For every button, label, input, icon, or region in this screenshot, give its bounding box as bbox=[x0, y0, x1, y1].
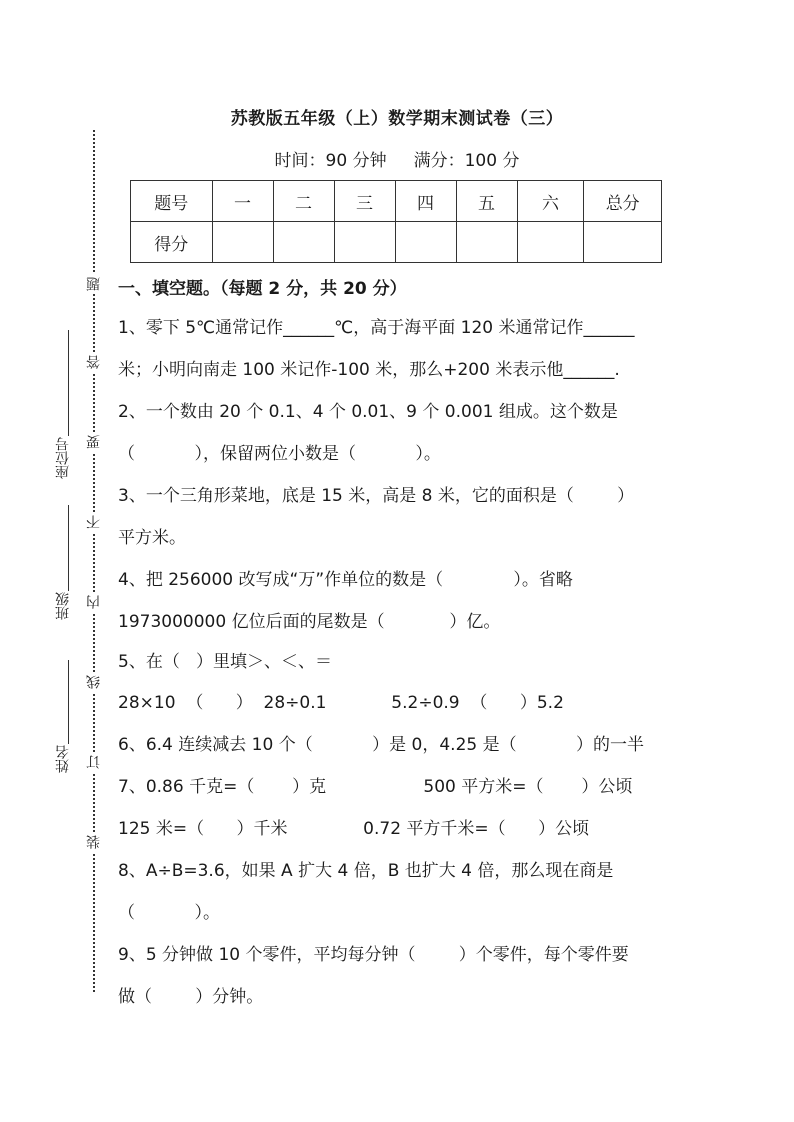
score-entry-cell[interactable] bbox=[273, 222, 334, 263]
table-cell: 得分 bbox=[131, 222, 213, 263]
table-cell: 一 bbox=[212, 181, 273, 222]
table-cell: 四 bbox=[395, 181, 456, 222]
binding-dotted-line bbox=[93, 130, 95, 992]
table-cell: 五 bbox=[456, 181, 517, 222]
table-cell: 六 bbox=[517, 181, 584, 222]
class-label: 班级 bbox=[55, 592, 71, 620]
seat-number-blank bbox=[68, 330, 69, 436]
seal-word-4: 不 bbox=[87, 512, 101, 532]
table-cell: 总分 bbox=[584, 181, 662, 222]
score-table-score-row bbox=[131, 222, 662, 263]
score-entry-cell[interactable] bbox=[584, 222, 662, 263]
question-line: 3、一个三角形菜地，底是 15 米，高是 8 米，它的面积是（ ） bbox=[118, 486, 635, 506]
question-line: 做（ ）分钟。 bbox=[118, 987, 264, 1007]
table-cell: 题号 bbox=[131, 181, 213, 222]
seal-word-7: 订 bbox=[87, 752, 101, 772]
exam-title: 苏教版五年级（上）数学期末测试卷（三） bbox=[230, 109, 564, 129]
question-line: 4、把 256000 改写成“万”作单位的数是（ ）。省略 bbox=[118, 570, 573, 590]
question-line: 7、0.86 千克=（ ）克 500 平方米=（ ）公顷 bbox=[118, 777, 633, 797]
seal-word-5: 内 bbox=[87, 592, 101, 612]
score-table bbox=[130, 180, 662, 263]
score-entry-cell[interactable] bbox=[395, 222, 456, 263]
question-line: 8、A÷B=3.6，如果 A 扩大 4 倍，B 也扩大 4 倍，那么现在商是 bbox=[118, 861, 614, 881]
question-line: 9、5 分钟做 10 个零件，平均每分钟（ ）个零件，每个零件要 bbox=[118, 945, 629, 965]
score-entry-cell[interactable] bbox=[517, 222, 584, 263]
question-line: 1、零下 5℃通常记作______℃，高于海平面 120 米通常记作______ bbox=[118, 318, 635, 338]
seal-word-8: 装 bbox=[87, 832, 101, 852]
question-line: 2、一个数由 20 个 0.1、4 个 0.01、9 个 0.001 组成。这个数是 bbox=[118, 402, 618, 422]
question-line: 平方米。 bbox=[118, 528, 186, 548]
question-line: （ ）。 bbox=[118, 903, 220, 923]
seal-word-1: 题 bbox=[87, 274, 101, 294]
question-line: 125 米=（ ）千米 0.72 平方千米=（ ）公顷 bbox=[118, 819, 590, 839]
question-line: 6、6.4 连续减去 10 个（ ）是 0，4.25 是（ ）的一半 bbox=[118, 735, 645, 755]
time-and-score-info: 时间：90 分钟 满分：100 分 bbox=[274, 151, 520, 171]
table-cell: 二 bbox=[273, 181, 334, 222]
question-line: 1973000000 亿位后面的尾数是（ ）亿。 bbox=[118, 612, 501, 632]
section-heading: 一、填空题。（每题 2 分，共 20 分） bbox=[118, 279, 407, 299]
table-cell: 三 bbox=[334, 181, 395, 222]
question-line: （ ），保留两位小数是（ ）。 bbox=[118, 444, 441, 464]
seat-number-label: 座位号 bbox=[55, 437, 71, 479]
name-blank bbox=[68, 660, 69, 744]
seal-word-3: 要 bbox=[87, 432, 101, 452]
score-entry-cell[interactable] bbox=[334, 222, 395, 263]
name-label: 姓名 bbox=[55, 745, 71, 773]
class-blank bbox=[68, 505, 69, 591]
score-table-header-row bbox=[131, 181, 662, 222]
question-line: 5、在（ ）里填＞、＜、＝ bbox=[118, 652, 333, 672]
seal-word-6: 线 bbox=[87, 672, 101, 692]
question-line: 28×10 （ ） 28÷0.1 5.2÷0.9 （ ）5.2 bbox=[118, 693, 564, 713]
score-entry-cell[interactable] bbox=[456, 222, 517, 263]
score-entry-cell[interactable] bbox=[212, 222, 273, 263]
question-line: 米；小明向南走 100 米记作-100 米，那么+200 米表示他______. bbox=[118, 360, 620, 380]
seal-word-2: 答 bbox=[87, 352, 101, 372]
